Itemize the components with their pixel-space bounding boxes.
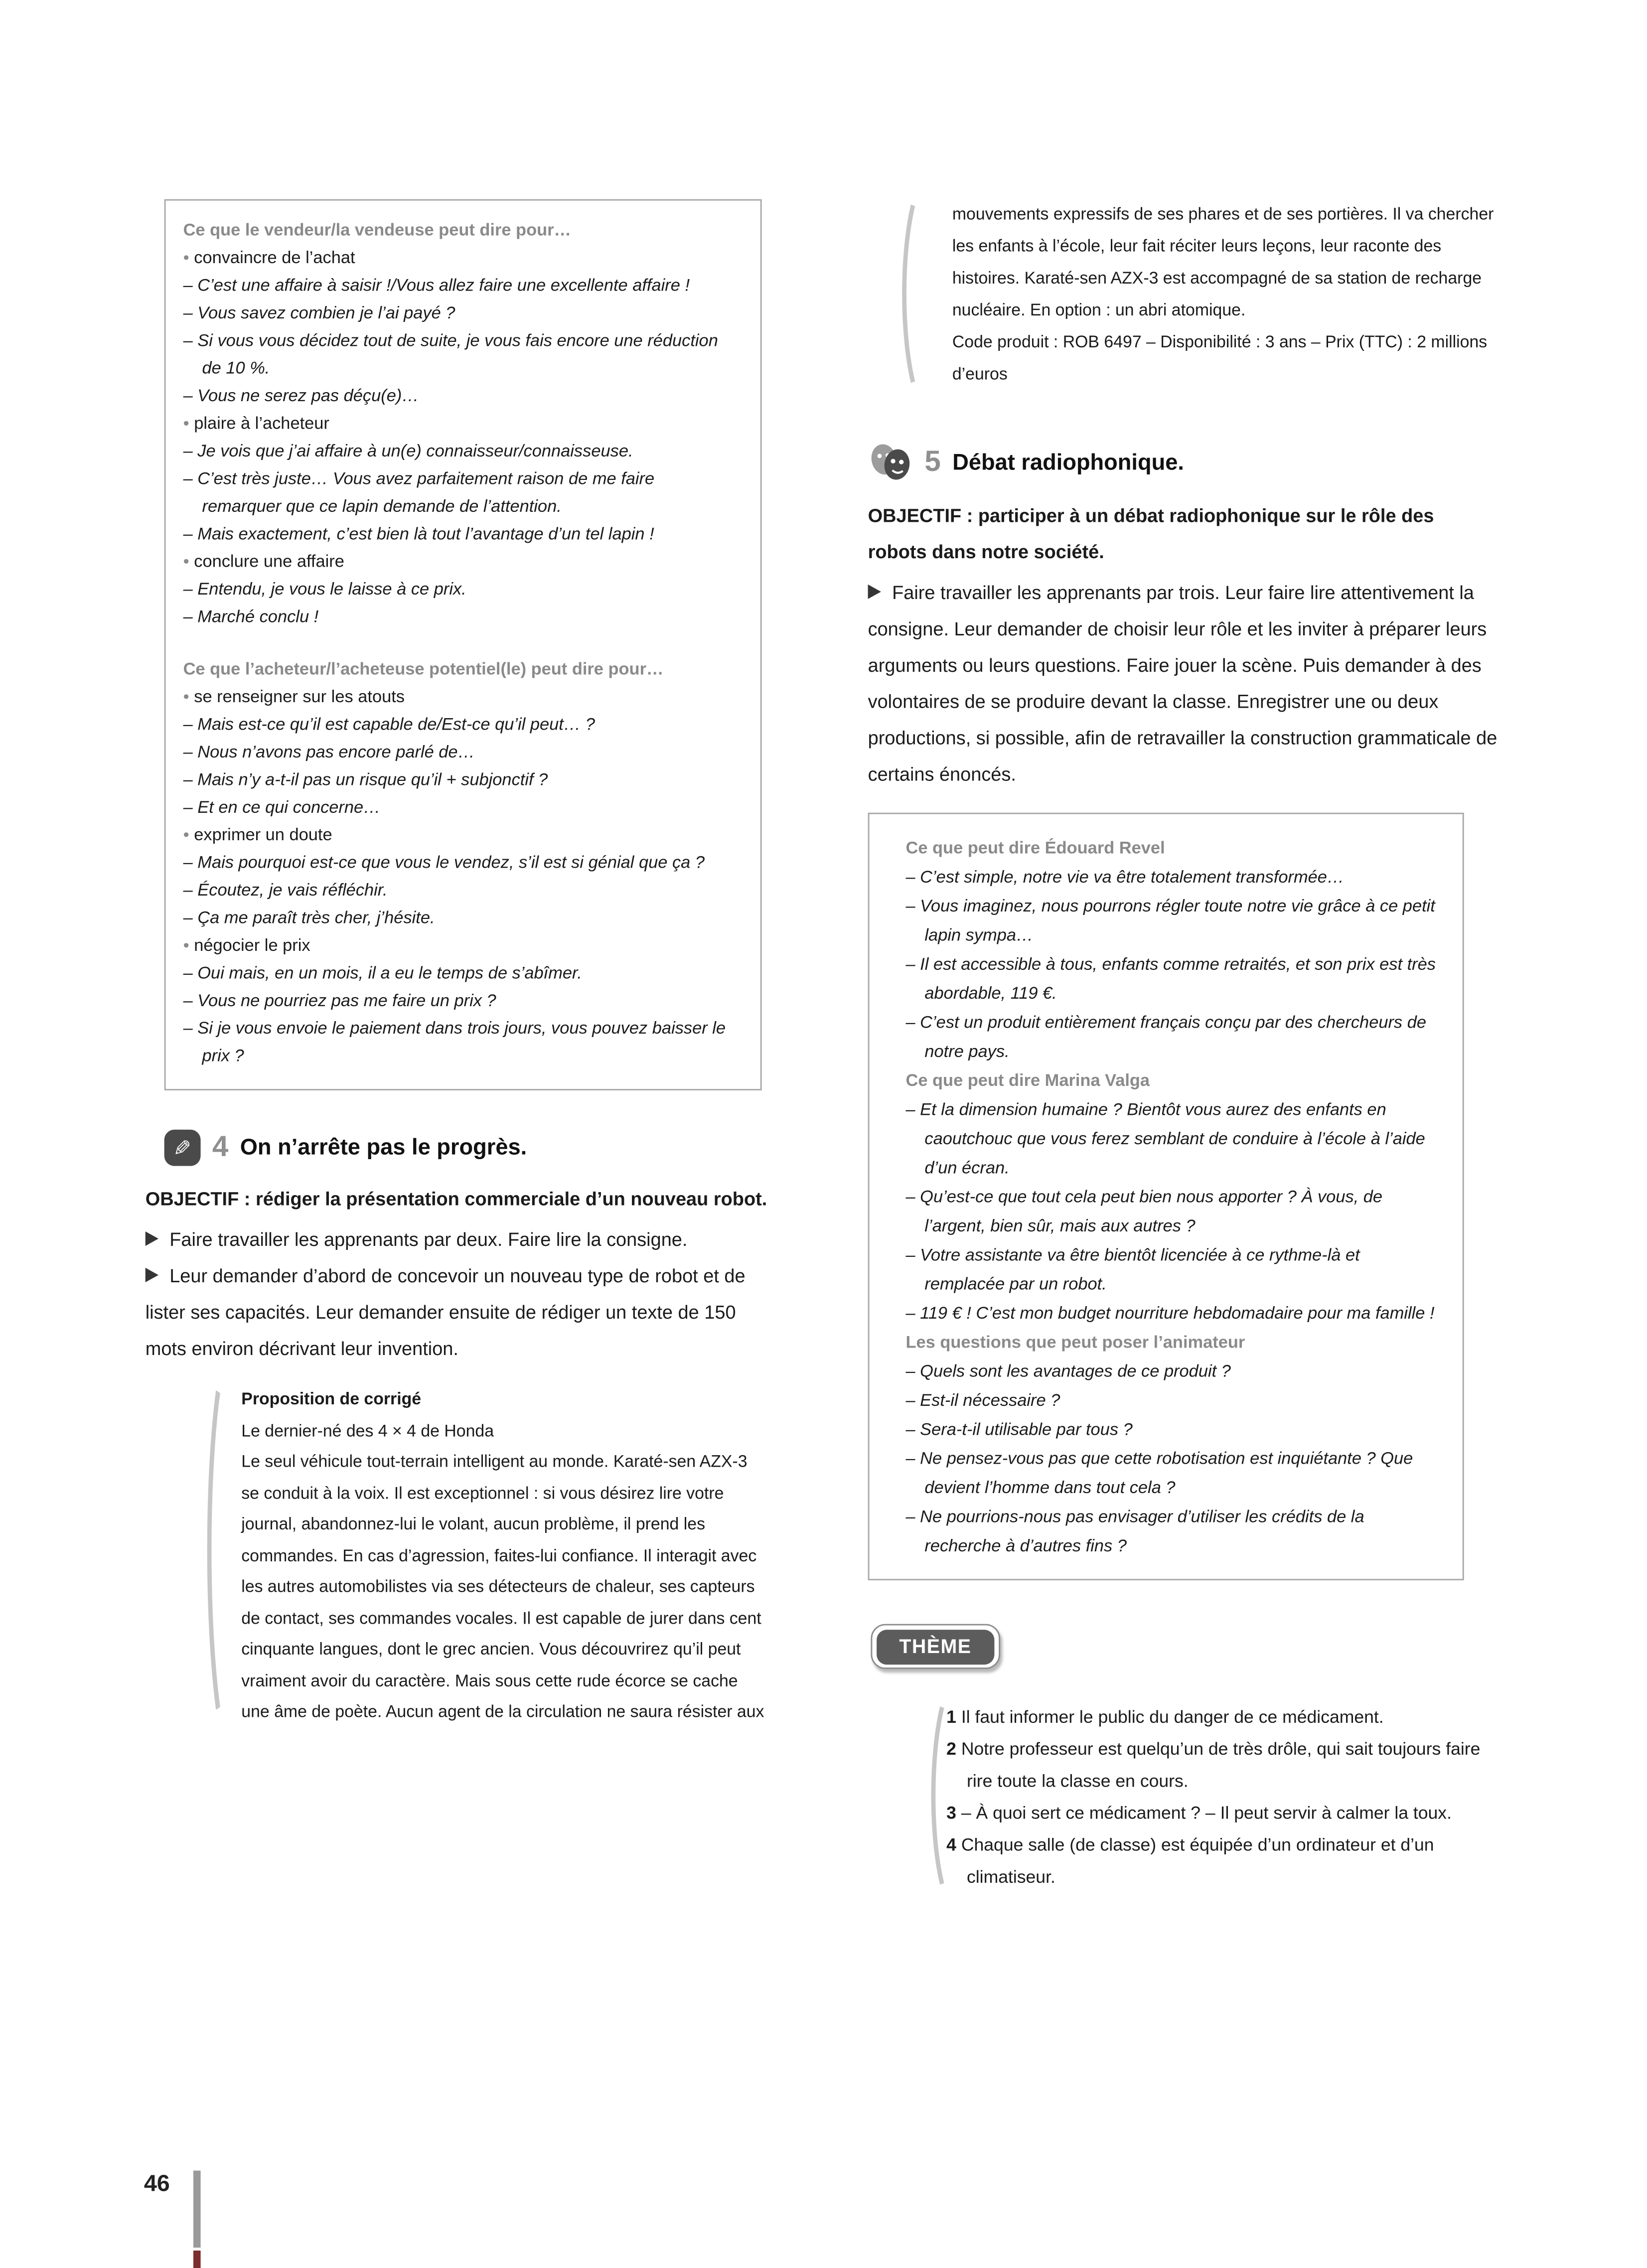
exercise-item: 4 Chaque salle (de classe) est équipée d’un ordinateur et d’un climatiseur. <box>946 1834 1434 1887</box>
dialogue-line: – Mais pourquoi est-ce que vous le vendez, s’il est si génial que ça ? <box>183 852 705 873</box>
theme-exercise-block <box>927 1701 1497 1893</box>
dialogue-line: – Ne pensez-vous pas que cette robotisation est inquiétante ? Que devient l’homme dans tout cela ? <box>905 1448 1413 1498</box>
page-margin-bar <box>193 2171 201 2248</box>
item-number: 1 <box>946 1706 956 1727</box>
model-answer-continuation <box>898 199 1497 391</box>
speech-function-label: • plaire à l’acheteur <box>183 410 735 438</box>
activity-5-header <box>868 444 1497 483</box>
seller-buyer-dialogue-box <box>164 199 762 1090</box>
dialogue-line: – Vous savez combien je l’ai payé ? <box>183 302 455 323</box>
activity-4-objective: OBJECTIF : rédiger la présentation commerciale d’un nouveau robot. <box>145 1188 767 1210</box>
model-answer-body <box>241 1415 767 1728</box>
dialogue-line: – 119 € ! C’est mon budget nourriture hebdomadaire pour ma famille ! <box>905 1302 1435 1323</box>
left-column <box>146 199 768 1728</box>
pencil-glyph: ✎ <box>173 1136 192 1161</box>
page-margin-bar-accent <box>193 2251 201 2268</box>
instruction-paragraph: Faire travailler les apprenants par trois. Leur faire lire attentivement la consigne. Leur demander de choisir leur rôle et les inviter à préparer leurs arguments ou leurs questions. Faire jouer la scène. Puis demander à des volontaires de se produire devant la classe. Enregistrer une ou deux productions, si possible, afin de retravailler la construction grammaticale de certains énoncés. <box>868 581 1497 785</box>
dialogue-line: – Marché conclu ! <box>183 606 319 627</box>
dialogue-line: – Nous n’avons pas encore parlé de… <box>183 741 475 762</box>
dialogue-line: – Mais n’y a-t-il pas un risque qu’il + subjonctif ? <box>183 769 548 790</box>
dialogue-line: – C’est simple, notre vie va être totalement transformée… <box>905 866 1345 887</box>
speech-function-label: • se renseigner sur les atouts <box>183 683 735 711</box>
curved-rule <box>927 1705 945 1886</box>
instruction-paragraph: Leur demander d’abord de concevoir un nouveau type de robot et de lister ses capacités. Leur demander ensuite de rédiger un texte de 150 mots environ décrivant leur invention. <box>145 1265 746 1360</box>
box-section-heading: Les questions que peut poser l’animateur <box>905 1332 1245 1353</box>
dialogue-line: – Vous ne pourriez pas me faire un prix ? <box>183 990 496 1011</box>
model-answer-text: Le dernier-né des 4 × 4 de Honda <box>241 1421 494 1440</box>
dialogue-line: – Et la dimension humaine ? Bientôt vous aurez des enfants en caoutchouc que vous ferez semblant de conduire à l’école à l’aide d’un écran. <box>905 1099 1425 1178</box>
box-section-heading: Ce que le vendeur/la vendeuse peut dire pour… <box>183 219 571 240</box>
activity-5-instructions <box>868 574 1497 792</box>
pencil-icon <box>164 1130 201 1166</box>
activity-5-number: 5 <box>924 446 941 478</box>
dialogue-line: – Je vois que j’ai affaire à un(e) connaisseur/connaisseuse. <box>183 440 633 461</box>
theater-masks-icon <box>868 444 913 483</box>
exercise-item: 1 Il faut informer le public du danger de ce médicament. <box>946 1706 1384 1727</box>
exercise-item: 2 Notre professeur est quelqu’un de très drôle, qui sait toujours faire rire toute la classe en cours. <box>946 1739 1481 1792</box>
dialogue-line: – Entendu, je vous le laisse à ce prix. <box>183 579 466 599</box>
dialogue-line: – Qu’est-ce que tout cela peut bien nous apporter ? À vous, de l’argent, bien sûr, mais aux autres ? <box>905 1186 1383 1236</box>
page-number: 46 <box>144 2172 170 2197</box>
dialogue-line: – Est-il nécessaire ? <box>905 1389 1060 1410</box>
speech-function-label: • convaincre de l’achat <box>183 244 735 272</box>
box-section-heading: Ce que l’acheteur/l’acheteuse potentiel(le) peut dire pour… <box>183 658 664 679</box>
activity-4-header <box>164 1130 768 1166</box>
box-section-heading: Ce que peut dire Marina Valga <box>905 1070 1150 1090</box>
activity-5-objective: OBJECTIF : participer à un débat radiophonique sur le rôle des robots dans notre société. <box>868 504 1434 563</box>
item-number: 3 <box>946 1803 956 1823</box>
arrow-icon <box>146 1268 158 1282</box>
debate-roles-box <box>868 813 1464 1580</box>
curved-rule <box>898 203 916 384</box>
exercise-item: 3 – À quoi sert ce médicament ? – Il peut servir à calmer la toux. <box>946 1803 1452 1823</box>
dialogue-line: – Vous ne serez pas déçu(e)… <box>183 385 419 406</box>
dialogue-line: – Si je vous envoie le paiement dans trois jours, vous pouvez baisser le prix ? <box>183 1018 726 1066</box>
curved-rule <box>203 1388 221 1712</box>
speech-function-label: • négocier le prix <box>183 932 735 959</box>
dialogue-line: – Écoutez, je vais réfléchir. <box>183 879 388 900</box>
dialogue-line: – Oui mais, en un mois, il a eu le temps de s’abîmer. <box>183 962 582 983</box>
dialogue-line: – C’est une affaire à saisir !/Vous allez faire une excellente affaire ! <box>183 275 690 296</box>
arrow-icon <box>868 585 881 599</box>
dialogue-line: – Il est accessible à tous, enfants comme retraités, et son prix est très abordable, 119 €. <box>905 953 1436 1003</box>
arrow-icon <box>146 1231 158 1246</box>
model-answer-text: Le seul véhicule tout-terrain intelligent au monde. Karaté-sen AZX-3 se conduit à la voix. Il est exceptionnel : si vous désirez lire votre journal, abandonnez-lui le volant, aucun problème, il prend les commandes. En cas d’agression, faites-lui confiance. Il interagit avec les autres automobilistes via ses détecteurs de chaleur, ses capteurs de contact, ses commandes vocales. Il est capable de jurer dans cent cinquante langues, dont le grec ancien. Vous découvrirez qu’il peut vraiment avoir du caractère. Mais sous cette rude écorce se cache une âme de poète. Aucun agent de la circulation ne saura résister aux <box>241 1452 764 1722</box>
activity-4-title: On n’arrête pas le progrès. <box>240 1134 527 1160</box>
dialogue-line: – Sera-t-il utilisable par tous ? <box>905 1419 1133 1440</box>
model-answer-block <box>203 1384 767 1728</box>
dialogue-line: – Ça me paraît très cher, j’hésite. <box>183 907 435 928</box>
activity-4-number: 4 <box>212 1131 229 1163</box>
item-number: 2 <box>946 1739 956 1759</box>
right-column <box>868 190 1497 1893</box>
model-answer-title: Proposition de corrigé <box>241 1389 422 1409</box>
theme-badge-label: THÈME <box>876 1629 995 1664</box>
dialogue-line: – Mais est-ce qu’il est capable de/Est-ce qu’il peut… ? <box>183 714 595 735</box>
dialogue-line: – Et en ce qui concerne… <box>183 796 381 817</box>
theme-sentence-list <box>946 1701 1497 1893</box>
dialogue-line: – C’est un produit entièrement français conçu par des chercheurs de notre pays. <box>905 1012 1427 1061</box>
model-answer-text: mouvements expressifs de ses phares et de ses portières. Il va chercher les enfants à l’école, leur fait réciter leurs leçons, leur raconte des histoires. Karaté-sen AZX-3 est accompagné de sa station de recharge nucléaire. En option : un abri atomique. <box>952 205 1494 320</box>
dialogue-line: – Quels sont les avantages de ce produit ? <box>905 1361 1231 1381</box>
theme-badge <box>871 1624 1000 1669</box>
instruction-paragraph: Faire travailler les apprenants par deux. Faire lire la consigne. <box>146 1221 768 1258</box>
item-number: 4 <box>946 1834 956 1855</box>
speech-function-label: • exprimer un doute <box>183 821 735 849</box>
activity-5-title: Débat radiophonique. <box>952 450 1184 475</box>
dialogue-line: – Votre assistante va être bientôt licenciée à ce rythme-là et remplacée par un robot. <box>905 1244 1360 1294</box>
dialogue-line: – Vous imaginez, nous pourrons régler toute notre vie grâce à ce petit lapin sympa… <box>905 896 1435 945</box>
model-answer-text: Code produit : ROB 6497 – Disponibilité : 3 ans – Prix (TTC) : 2 millions d’euros <box>952 333 1488 384</box>
dialogue-line: – Mais exactement, c’est bien là tout l’avantage d’un tel lapin ! <box>183 523 654 544</box>
dialogue-line: – C’est très juste… Vous avez parfaitement raison de me faire remarquer que ce lapin demande de l’attention. <box>183 468 655 516</box>
box-section-heading: Ce que peut dire Édouard Revel <box>905 837 1165 858</box>
dialogue-line: – Si vous vous décidez tout de suite, je vous fais encore une réduction de 10 %. <box>183 330 718 378</box>
dialogue-line: – Ne pourrions-nous pas envisager d’utiliser les crédits de la recherche à d’autres fins ? <box>905 1506 1364 1556</box>
speech-function-label: • conclure une affaire <box>183 548 735 576</box>
activity-4-instructions <box>146 1221 768 1367</box>
model-answer-continuation-body <box>952 199 1497 391</box>
